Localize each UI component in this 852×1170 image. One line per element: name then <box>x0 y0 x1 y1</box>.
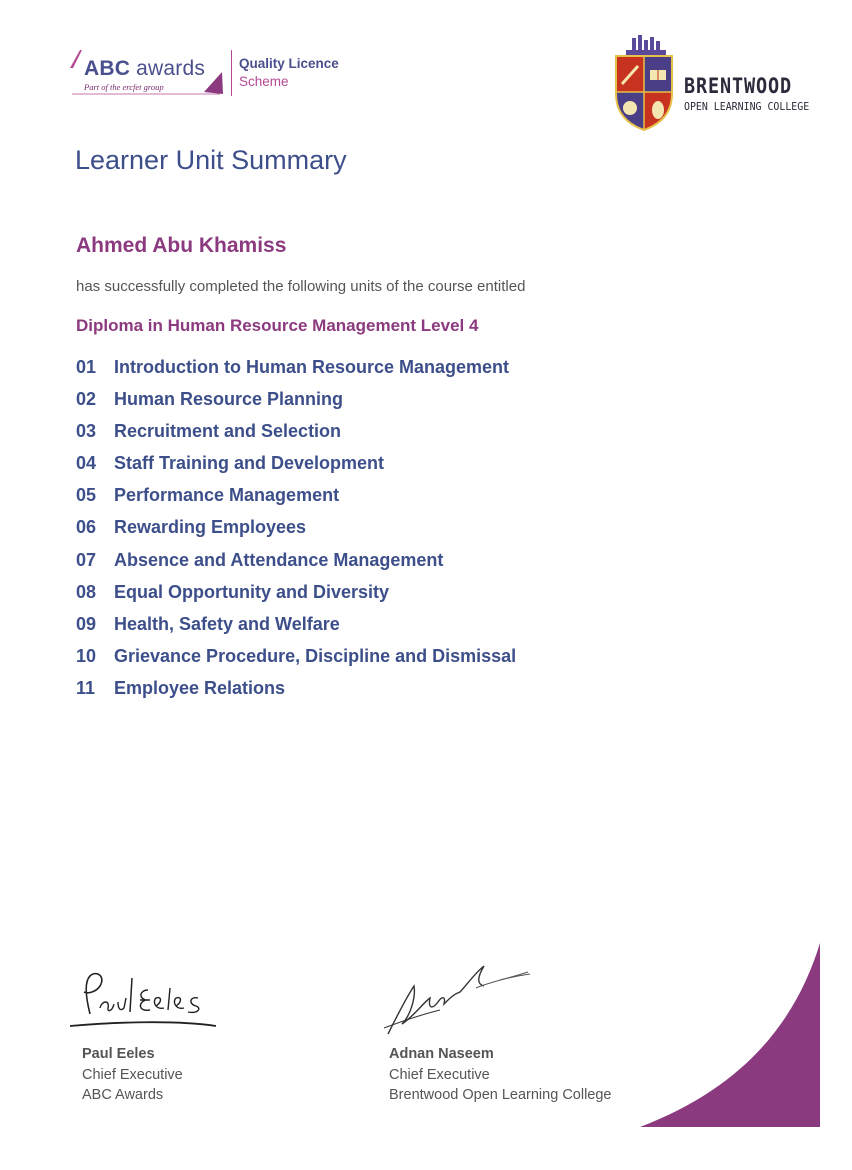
unit-number: 10 <box>76 645 97 666</box>
signatory-brentwood <box>389 1044 611 1106</box>
signatory-organisation: ABC Awards <box>82 1087 164 1103</box>
unit-number: 07 <box>76 549 97 570</box>
course-title: Diploma in Human Resource Management Level 4 <box>76 316 479 335</box>
quality-licence-line1: Quality Licence <box>239 56 339 71</box>
unit-item <box>76 356 516 388</box>
unit-item <box>76 516 516 548</box>
unit-title: Rewarding Employees <box>114 517 307 538</box>
unit-title: Equal Opportunity and Diversity <box>114 581 390 602</box>
brentwood-college-logo <box>612 34 812 134</box>
unit-number: 03 <box>76 421 97 442</box>
unit-title: Recruitment and Selection <box>114 421 342 442</box>
abc-awards-logo <box>70 46 360 102</box>
abc-logo-name: ABC awards <box>84 57 206 80</box>
unit-title: Staff Training and Development <box>114 453 385 474</box>
unit-item <box>76 581 516 613</box>
unit-number: 01 <box>76 357 97 377</box>
unit-item <box>76 484 516 516</box>
unit-item <box>76 452 516 484</box>
unit-title: Health, Safety and Welfare <box>114 613 340 634</box>
signature-paul-eeles <box>66 968 226 1036</box>
unit-item <box>76 645 516 677</box>
unit-title: Employee Relations <box>114 677 286 698</box>
signatory-name: Adnan Naseem <box>389 1046 494 1062</box>
unit-title: Introduction to Human Resource Management <box>114 357 510 377</box>
signatory-abc <box>82 1044 183 1106</box>
signatory-name: Paul Eeles <box>82 1046 155 1062</box>
unit-number: 08 <box>76 581 97 602</box>
corner-swoosh-decoration <box>630 935 830 1135</box>
unit-item <box>76 549 516 581</box>
signature-adnan-naseem <box>380 958 540 1040</box>
unit-title: Grievance Procedure, Discipline and Dismissal <box>114 645 517 666</box>
signatory-organisation: Brentwood Open Learning College <box>389 1087 612 1103</box>
logo-divider <box>231 50 232 96</box>
unit-number: 09 <box>76 613 97 634</box>
unit-item <box>76 388 516 420</box>
signatory-role: Chief Executive <box>389 1066 490 1083</box>
unit-item <box>76 677 516 709</box>
unit-number: 02 <box>76 389 97 410</box>
unit-number: 05 <box>76 485 97 506</box>
unit-title: Performance Management <box>114 485 340 506</box>
unit-title: Human Resource Planning <box>114 389 344 410</box>
unit-number: 06 <box>76 517 97 538</box>
unit-number: 11 <box>76 677 96 698</box>
quality-licence-line2: Scheme <box>239 74 289 89</box>
unit-number: 04 <box>76 453 97 474</box>
completion-statement: has successfully completed the following units of the course entitled <box>76 278 526 295</box>
unit-list <box>76 356 516 709</box>
unit-item <box>76 420 516 452</box>
signatory-role: Chief Executive <box>82 1066 183 1083</box>
unit-item <box>76 613 516 645</box>
college-name: BRENTWOOD <box>684 74 793 98</box>
college-crest-icon <box>612 34 676 134</box>
abc-logo-tagline: Part of the ercfet group <box>84 82 164 92</box>
page-title: Learner Unit Summary <box>75 145 347 175</box>
unit-title: Absence and Attendance Management <box>114 549 444 570</box>
learner-name: Ahmed Abu Khamiss <box>76 234 287 257</box>
college-subtitle: OPEN LEARNING COLLEGE <box>684 100 810 113</box>
